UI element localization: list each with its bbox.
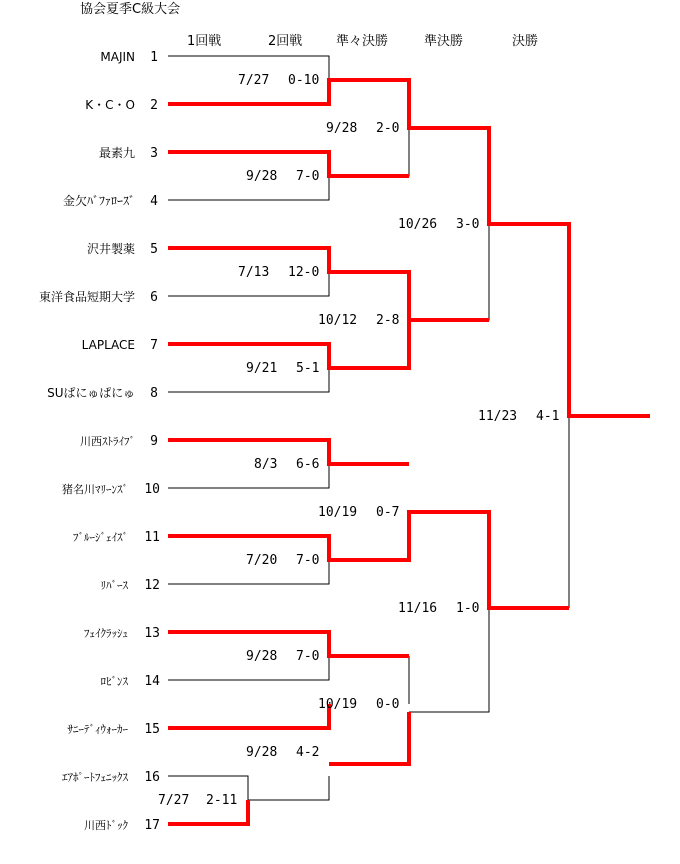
result-score-r2-1: 0-10 bbox=[288, 73, 320, 88]
team-name-14: ﾛﾋﾞﾝｽ bbox=[100, 675, 128, 688]
team-number-12: 12 bbox=[144, 578, 160, 593]
round-header-2: 2回戦 bbox=[268, 34, 303, 49]
team-name-1: MAJIN bbox=[100, 50, 135, 64]
team-number-6: 6 bbox=[150, 290, 158, 305]
team-number-8: 8 bbox=[150, 386, 158, 401]
result-date-final: 11/23 bbox=[478, 409, 518, 424]
result-score-qf-3: 0-7 bbox=[376, 505, 400, 520]
result-score-r2-8: 4-2 bbox=[296, 745, 320, 760]
team-number-11: 11 bbox=[144, 530, 160, 545]
team-number-10: 10 bbox=[144, 482, 160, 497]
result-date-qf-3: 10/19 bbox=[318, 505, 358, 520]
team-number-17: 17 bbox=[144, 818, 160, 833]
team-number-7: 7 bbox=[150, 338, 158, 353]
team-number-14: 14 bbox=[144, 674, 160, 689]
result-score-final: 4-1 bbox=[536, 409, 560, 424]
team-name-8: SUぱにゅぱにゅ bbox=[47, 386, 135, 400]
team-number-9: 9 bbox=[150, 434, 158, 449]
team-number-4: 4 bbox=[150, 194, 158, 209]
team-name-13: ﾌｪｲｸﾗｯｼｭ bbox=[84, 627, 128, 640]
result-date-sf-1: 10/26 bbox=[398, 217, 438, 232]
team-name-12: ﾘﾊﾞｰｽ bbox=[100, 579, 128, 592]
result-date-r2-3: 7/13 bbox=[238, 265, 270, 280]
result-date-r2-5: 8/3 bbox=[254, 457, 278, 472]
result-score-qf-4: 0-0 bbox=[376, 697, 400, 712]
result-date-r2-7: 9/28 bbox=[246, 649, 278, 664]
result-score-r2-6: 7-0 bbox=[296, 553, 320, 568]
result-date-r2-6: 7/20 bbox=[246, 553, 278, 568]
result-date-qf-4: 10/19 bbox=[318, 697, 358, 712]
round-header-4: 準決勝 bbox=[424, 34, 464, 49]
result-date-qf-1: 9/28 bbox=[326, 121, 358, 136]
result-score-r2-3: 12-0 bbox=[288, 265, 320, 280]
team-name-2: K・C・O bbox=[85, 98, 135, 112]
result-score-r1-1: 2-11 bbox=[206, 793, 238, 808]
page-title: 協会夏季C級大会 bbox=[80, 2, 181, 17]
team-number-15: 15 bbox=[144, 722, 160, 737]
result-date-r2-1: 7/27 bbox=[238, 73, 270, 88]
result-score-sf-1: 3-0 bbox=[456, 217, 480, 232]
result-score-sf-2: 1-0 bbox=[456, 601, 480, 616]
team-name-15: ｻﾆｰﾃﾞｨｳｫｰｶｰ bbox=[67, 723, 128, 736]
team-name-7: LAPLACE bbox=[81, 338, 135, 352]
result-score-qf-1: 2-0 bbox=[376, 121, 400, 136]
round-header-3: 準々決勝 bbox=[336, 34, 389, 49]
team-name-4: 金欠ﾊﾞﾌｧﾛｰｽﾞ bbox=[62, 194, 135, 208]
team-number-1: 1 bbox=[150, 50, 158, 65]
team-number-5: 5 bbox=[150, 242, 158, 257]
result-score-r2-4: 5-1 bbox=[296, 361, 320, 376]
result-date-qf-2: 10/12 bbox=[318, 313, 358, 328]
team-number-3: 3 bbox=[150, 146, 158, 161]
team-number-2: 2 bbox=[150, 98, 158, 113]
team-number-16: 16 bbox=[144, 770, 160, 785]
result-date-r2-2: 9/28 bbox=[246, 169, 278, 184]
team-name-11: ﾌﾞﾙｰｼﾞｪｲｽﾞ bbox=[73, 531, 128, 544]
bracket-lines-loser bbox=[168, 56, 569, 800]
team-name-5: 沢井製薬 bbox=[86, 242, 135, 256]
team-name-10: 猪名川ﾏﾘｰﾝｽﾞ bbox=[62, 483, 128, 496]
result-score-r2-2: 7-0 bbox=[296, 169, 320, 184]
result-score-qf-2: 2-8 bbox=[376, 313, 400, 328]
team-name-3: 最素九 bbox=[98, 146, 135, 160]
result-date-sf-2: 11/16 bbox=[398, 601, 438, 616]
round-header-1: 1回戦 bbox=[187, 34, 222, 49]
round-header-5: 決勝 bbox=[512, 34, 539, 49]
team-name-16: ｴｱﾎﾟｰﾄﾌｪﾆｯｸｽ bbox=[62, 771, 128, 784]
bracket-lines-winner bbox=[168, 80, 650, 824]
team-name-6: 東洋食品短期大学 bbox=[38, 290, 135, 304]
team-name-9: 川西ｽﾄﾗｲﾌﾞ bbox=[80, 435, 135, 448]
team-name-17: 川西ﾄﾞｯｸ bbox=[84, 819, 128, 832]
result-score-r2-7: 7-0 bbox=[296, 649, 320, 664]
team-number-13: 13 bbox=[144, 626, 160, 641]
result-date-r2-8: 9/28 bbox=[246, 745, 278, 760]
result-date-r1-1: 7/27 bbox=[158, 793, 190, 808]
result-score-r2-5: 6-6 bbox=[296, 457, 320, 472]
result-date-r2-4: 9/21 bbox=[246, 361, 278, 376]
